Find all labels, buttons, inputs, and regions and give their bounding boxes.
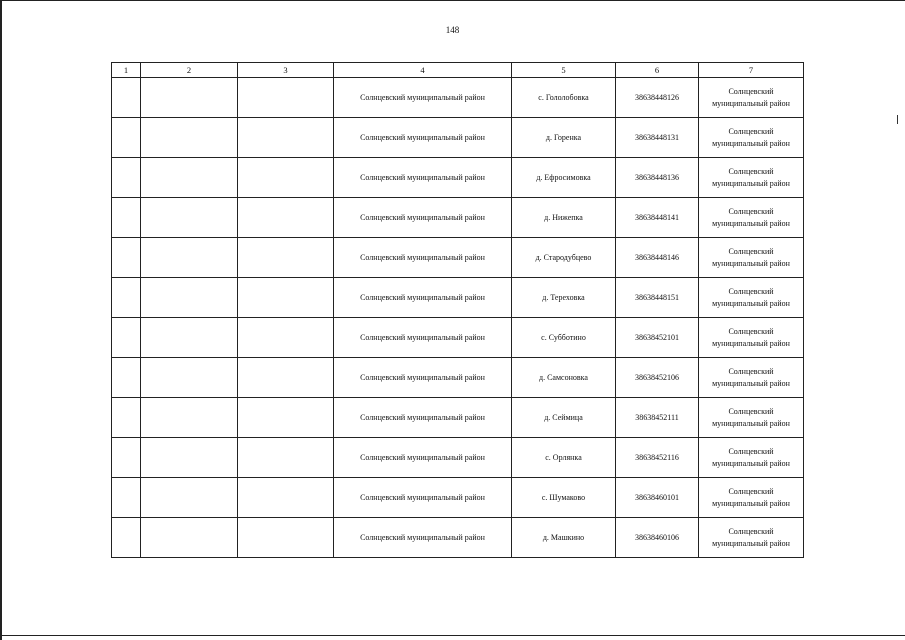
column-2-cell [141, 118, 238, 158]
table-row [112, 198, 804, 238]
settlement-cell: с. Гололобовка [512, 78, 616, 118]
municipality-cell: Солнцевский муниципальный район [699, 438, 804, 478]
scan-edge-top [0, 0, 905, 1]
table-header [112, 63, 804, 78]
row-number-cell [112, 398, 141, 438]
code-cell: 38638448141 [616, 198, 699, 238]
column-2-cell [141, 198, 238, 238]
header-cell-1: 1 [112, 63, 141, 78]
row-number-cell [112, 318, 141, 358]
code-cell: 38638460101 [616, 478, 699, 518]
scan-edge-bottom [0, 635, 905, 636]
row-number-cell [112, 358, 141, 398]
district-cell: Солнцевский муниципальный район [334, 318, 512, 358]
municipality-cell: Солнцевский муниципальный район [699, 238, 804, 278]
column-2-cell [141, 278, 238, 318]
municipality-cell: Солнцевский муниципальный район [699, 398, 804, 438]
district-cell: Солнцевский муниципальный район [334, 238, 512, 278]
settlement-cell: д. Машкино [512, 518, 616, 558]
code-cell: 38638452111 [616, 398, 699, 438]
column-3-cell [238, 118, 334, 158]
municipality-cell: Солнцевский муниципальный район [699, 318, 804, 358]
row-number-cell [112, 78, 141, 118]
district-cell: Солнцевский муниципальный район [334, 438, 512, 478]
district-cell: Солнцевский муниципальный район [334, 518, 512, 558]
column-2-cell [141, 238, 238, 278]
row-number-cell [112, 118, 141, 158]
header-cell-5: 5 [512, 63, 616, 78]
row-number-cell [112, 518, 141, 558]
settlement-cell: д. Нижепка [512, 198, 616, 238]
table-row [112, 278, 804, 318]
column-3-cell [238, 78, 334, 118]
settlement-cell: д. Сеймица [512, 398, 616, 438]
municipality-cell: Солнцевский муниципальный район [699, 198, 804, 238]
column-3-cell [238, 238, 334, 278]
settlement-cell: с. Орлянка [512, 438, 616, 478]
district-cell: Солнцевский муниципальный район [334, 158, 512, 198]
municipality-cell: Солнцевский муниципальный район [699, 518, 804, 558]
data-table [111, 62, 804, 558]
district-cell: Солнцевский муниципальный район [334, 198, 512, 238]
row-number-cell [112, 238, 141, 278]
table-row [112, 78, 804, 118]
municipality-cell: Солнцевский муниципальный район [699, 478, 804, 518]
scan-edge-left [0, 0, 2, 640]
table-row [112, 118, 804, 158]
column-2-cell [141, 78, 238, 118]
code-cell: 38638452101 [616, 318, 699, 358]
municipality-cell: Солнцевский муниципальный район [699, 358, 804, 398]
header-cell-6: 6 [616, 63, 699, 78]
column-2-cell [141, 518, 238, 558]
code-cell: 38638452116 [616, 438, 699, 478]
column-2-cell [141, 398, 238, 438]
column-2-cell [141, 158, 238, 198]
header-cell-2: 2 [141, 63, 238, 78]
header-cell-4: 4 [334, 63, 512, 78]
district-cell: Солнцевский муниципальный район [334, 278, 512, 318]
column-3-cell [238, 398, 334, 438]
settlement-cell: с. Шумаково [512, 478, 616, 518]
page-number: 148 [445, 25, 460, 35]
header-cell-7: 7 [699, 63, 804, 78]
column-2-cell [141, 358, 238, 398]
row-number-cell [112, 158, 141, 198]
row-number-cell [112, 478, 141, 518]
code-cell: 38638448146 [616, 238, 699, 278]
municipality-cell: Солнцевский муниципальный район [699, 278, 804, 318]
column-3-cell [238, 478, 334, 518]
municipality-cell: Солнцевский муниципальный район [699, 78, 804, 118]
district-cell: Солнцевский муниципальный район [334, 78, 512, 118]
table-row [112, 318, 804, 358]
column-3-cell [238, 438, 334, 478]
scan-mark [897, 115, 898, 124]
settlement-cell: д. Стародубцево [512, 238, 616, 278]
row-number-cell [112, 278, 141, 318]
table-row [112, 438, 804, 478]
district-cell: Солнцевский муниципальный район [334, 478, 512, 518]
table-row [112, 158, 804, 198]
code-cell: 38638448131 [616, 118, 699, 158]
header-cell-3: 3 [238, 63, 334, 78]
row-number-cell [112, 438, 141, 478]
code-cell: 38638448151 [616, 278, 699, 318]
settlement-cell: д. Самсоновка [512, 358, 616, 398]
district-cell: Солнцевский муниципальный район [334, 358, 512, 398]
column-3-cell [238, 278, 334, 318]
municipality-cell: Солнцевский муниципальный район [699, 118, 804, 158]
column-2-cell [141, 438, 238, 478]
settlement-cell: д. Горенка [512, 118, 616, 158]
settlement-cell: с. Субботино [512, 318, 616, 358]
table-row [112, 238, 804, 278]
settlement-cell: д. Ефросимовка [512, 158, 616, 198]
district-cell: Солнцевский муниципальный район [334, 118, 512, 158]
row-number-cell [112, 198, 141, 238]
table-row [112, 478, 804, 518]
district-cell: Солнцевский муниципальный район [334, 398, 512, 438]
column-3-cell [238, 318, 334, 358]
table-row [112, 518, 804, 558]
column-3-cell [238, 158, 334, 198]
column-3-cell [238, 358, 334, 398]
table-body [112, 78, 804, 558]
settlement-cell: д. Тереховка [512, 278, 616, 318]
code-cell: 38638452106 [616, 358, 699, 398]
table-row [112, 398, 804, 438]
column-3-cell [238, 198, 334, 238]
column-3-cell [238, 518, 334, 558]
code-cell: 38638460106 [616, 518, 699, 558]
code-cell: 38638448126 [616, 78, 699, 118]
header-row [112, 63, 804, 78]
column-2-cell [141, 318, 238, 358]
municipality-cell: Солнцевский муниципальный район [699, 158, 804, 198]
column-2-cell [141, 478, 238, 518]
table-row [112, 358, 804, 398]
code-cell: 38638448136 [616, 158, 699, 198]
